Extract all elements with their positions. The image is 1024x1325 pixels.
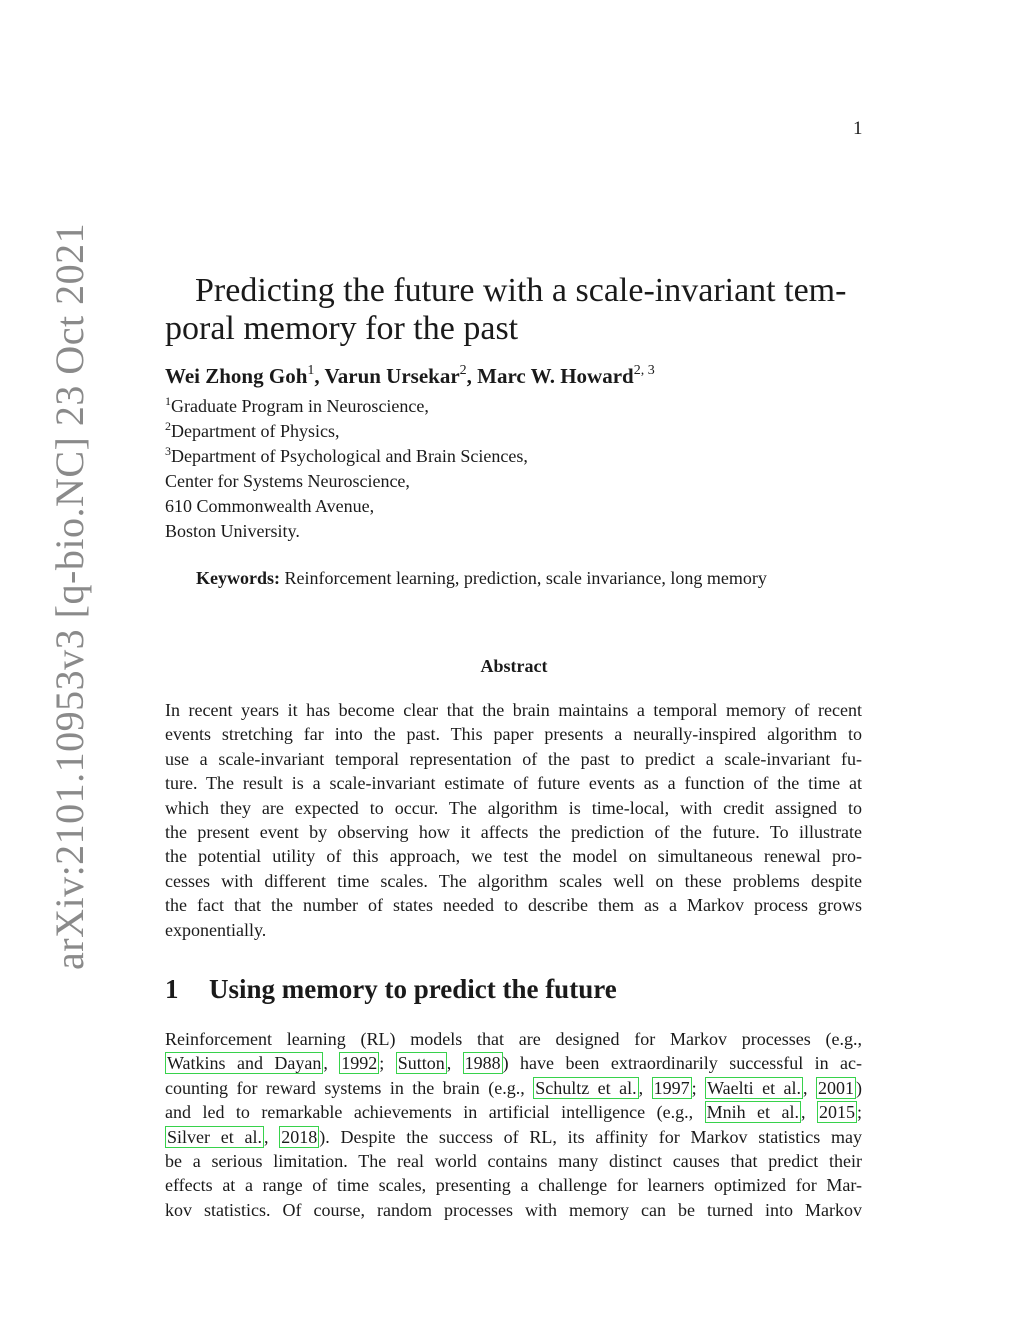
body-text-run: and led to remarkable achievements in artificial intelligence (e.g., <box>165 1102 705 1123</box>
affiliation-line <box>165 394 528 419</box>
arxiv-stamp: arXiv:2101.10953v3 [q-bio.NC] 23 Oct 2021 <box>47 222 92 970</box>
author-separator: , <box>466 364 478 388</box>
citation-sep: , <box>801 1102 817 1123</box>
affiliation-text: 610 Commonwealth Avenue, <box>165 496 375 516</box>
body-line <box>165 1125 862 1149</box>
affiliation-line <box>165 444 528 469</box>
abstract-body <box>165 698 862 942</box>
author-list <box>165 364 655 389</box>
abstract-line: the present event by observing how it affects the prediction of the future. To illustrate <box>165 822 862 843</box>
affiliation-text: Department of Psychological and Brain Sciences, <box>171 446 528 466</box>
affiliation-mark: 3 <box>165 444 171 458</box>
citation-link[interactable]: 1992 <box>341 1053 378 1074</box>
title-line-2: poral memory for the past <box>165 310 519 347</box>
section-heading <box>165 974 617 1005</box>
abstract-line: the fact that the number of states needed to describe them as a Markov process grows <box>165 895 862 916</box>
citation-link[interactable]: Sutton <box>397 1053 445 1074</box>
abstract-line: cesses with different time scales. The algorithm scales well on these problems despite <box>165 870 862 891</box>
author-name: Wei Zhong Goh <box>165 364 308 388</box>
author-affiliation-mark: 2, 3 <box>633 363 655 378</box>
body-text-run: ) <box>856 1077 863 1098</box>
body-line: be a serious limitation. The real world contains many distinct causes that predict their <box>165 1151 862 1172</box>
citation-sep: , <box>446 1053 463 1074</box>
affiliation-text: Department of Physics, <box>171 421 340 441</box>
affiliation-text: Center for Systems Neuroscience, <box>165 471 410 491</box>
affiliation-line <box>165 469 528 494</box>
citation-link[interactable]: Silver et al. <box>167 1126 262 1147</box>
citation-link[interactable]: Waelti et al. <box>707 1077 802 1098</box>
keywords-text: Reinforcement learning, prediction, scale invariance, long memory <box>284 568 767 588</box>
abstract-line: which they are expected to occur. The algorithm is time-local, with credit assigned to <box>165 797 862 818</box>
citation-link[interactable]: 1997 <box>653 1077 690 1098</box>
citation-sep: , <box>263 1126 280 1147</box>
abstract-heading: Abstract <box>480 656 548 676</box>
citation-link[interactable]: Schultz et al. <box>535 1077 637 1098</box>
citation-link[interactable]: 2015 <box>818 1102 855 1123</box>
author-separator: , <box>314 364 325 388</box>
affiliation-text: Graduate Program in Neuroscience, <box>171 396 429 416</box>
affiliation-text: Boston University. <box>165 521 300 541</box>
affiliation-mark: 1 <box>165 394 171 408</box>
citation-link[interactable]: 1988 <box>464 1053 501 1074</box>
affiliation-line <box>165 419 528 444</box>
abstract-line: In recent years it has become clear that the brain maintains a temporal memory of recent <box>165 700 862 720</box>
body-text-run: ; <box>856 1102 862 1123</box>
page-number: 1 <box>853 118 863 139</box>
affiliation-mark: 2 <box>165 419 171 433</box>
citation-link[interactable]: 2001 <box>818 1077 855 1098</box>
abstract-line: the potential utility of this approach, we test the model on simultaneous renewal pro- <box>165 846 862 867</box>
section-number: 1 <box>165 974 179 1004</box>
body-text-run: counting for reward systems in the brain (e.g., <box>165 1077 534 1098</box>
affiliation-line <box>165 494 528 519</box>
citation-link[interactable]: 2018 <box>281 1126 318 1147</box>
citation-sep: , <box>803 1077 817 1098</box>
title-line-1: Predicting the future with a scale-invariant tem- <box>195 272 847 309</box>
citation-sep: , <box>638 1077 652 1098</box>
abstract-line: exponentially. <box>165 919 267 940</box>
paper-title <box>165 272 865 348</box>
body-line <box>165 1076 862 1100</box>
abstract-line: events stretching far into the past. This paper presents a neurally-inspired algorithm to <box>165 724 862 745</box>
body-line <box>165 1100 862 1124</box>
affiliation-line <box>165 519 528 544</box>
body-line: kov statistics. Of course, random processes with memory can be turned into Markov <box>165 1199 862 1220</box>
keywords <box>196 568 767 589</box>
body-line: Reinforcement learning (RL) models that are designed for Markov processes (e.g., <box>165 1029 862 1049</box>
citation-link[interactable]: Mnih et al. <box>706 1102 799 1123</box>
abstract-line: use a scale-invariant temporal representation of the past to predict a scale-invariant fu- <box>165 748 862 769</box>
body-text-run: ) have been extraordinarily successful in ac- <box>502 1053 863 1074</box>
abstract-line: ture. The result is a scale-invariant estimate of future events as a function of the time at <box>165 773 862 794</box>
author-name: Varun Ursekar <box>324 364 460 388</box>
body-line: effects at a range of time scales, presenting a challenge for learners optimized for Mar- <box>165 1175 862 1196</box>
body-line <box>165 1051 862 1075</box>
affiliations <box>165 394 528 544</box>
citation-sep: ; <box>379 1053 396 1074</box>
author-name: Marc W. Howard <box>477 364 634 388</box>
author-affiliation-mark: 1 <box>307 363 315 378</box>
keywords-label: Keywords: <box>196 568 280 588</box>
citation-sep: ; <box>691 1077 706 1098</box>
author-affiliation-mark: 2 <box>459 363 467 378</box>
citation-sep: , <box>323 1053 340 1074</box>
citation-link[interactable]: Watkins and Dayan <box>167 1053 322 1074</box>
body-text-run: ). Despite the success of RL, its affinity for Markov statistics may <box>319 1126 862 1147</box>
section-title: Using memory to predict the future <box>209 974 617 1004</box>
section-body <box>165 1027 862 1222</box>
